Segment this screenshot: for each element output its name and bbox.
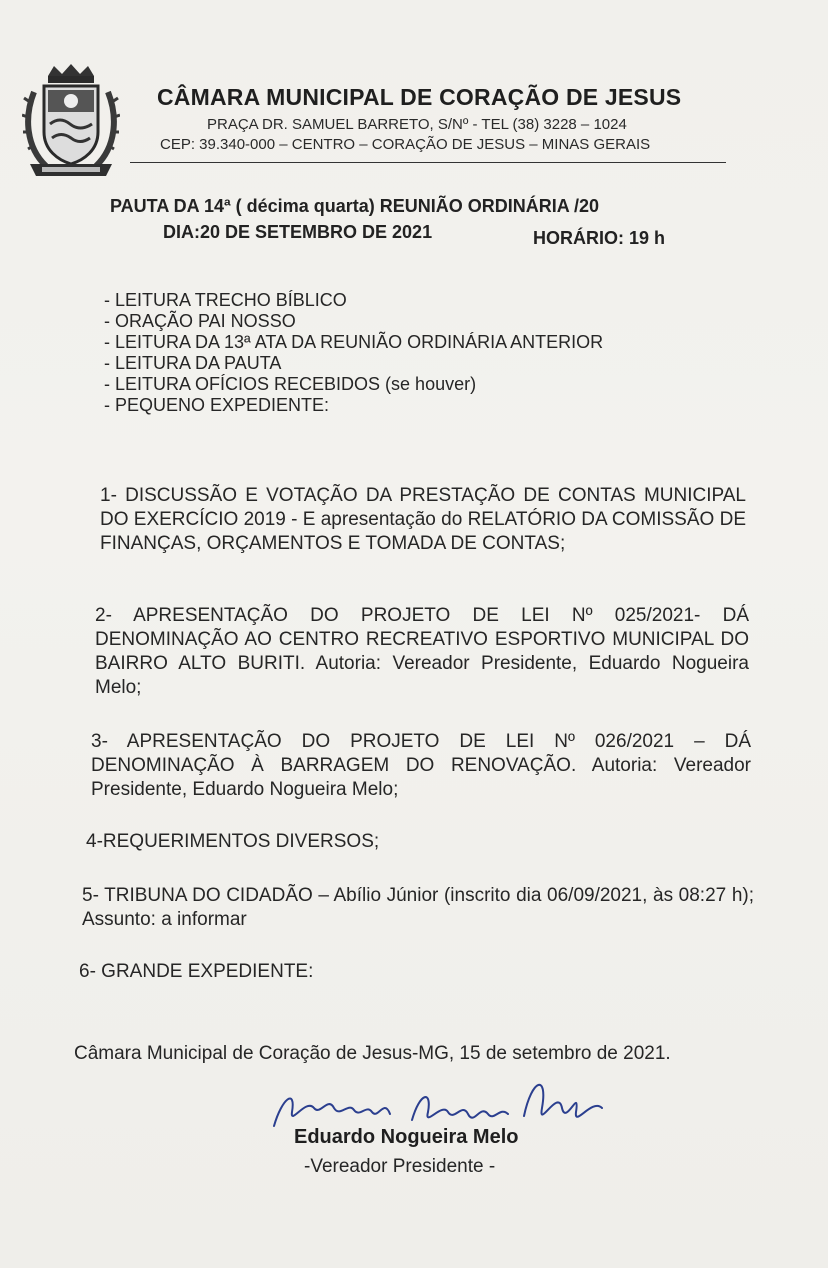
institution-address: PRAÇA DR. SAMUEL BARRETO, S/Nº - TEL (38) 3228 – 1024 xyxy=(207,116,627,133)
agenda-item-2: 2- APRESENTAÇÃO DO PROJETO DE LEI Nº 025/2021- DÁ DENOMINAÇÃO AO CENTRO RECREATIVO ESPORTIVO MUNICIPAL DO BAIRRO ALTO BURITI. Autoria: Vereador Presidente, Eduardo Nogueira Melo; xyxy=(95,605,749,698)
agenda-item-5: 5- TRIBUNA DO CIDADÃO – Abílio Júnior (inscrito dia 06/09/2021, às 08:27 h); Assunto: a informar xyxy=(82,885,754,930)
agenda-item-4: 4-REQUERIMENTOS DIVERSOS; xyxy=(86,831,380,852)
agenda-item-6: 6- GRANDE EXPEDIENTE: xyxy=(79,961,314,982)
agenda-title: PAUTA DA 14ª ( décima quarta) REUNIÃO ORDINÁRIA /20 xyxy=(110,196,600,216)
list-item: - ORAÇÃO PAI NOSSO xyxy=(104,311,296,331)
preliminary-items-list xyxy=(104,290,603,416)
list-item: - PEQUENO EXPEDIENTE: xyxy=(104,395,330,415)
meeting-time: HORÁRIO: 19 h xyxy=(533,228,666,248)
list-item: - LEITURA OFÍCIOS RECEBIDOS (se houver) xyxy=(104,374,477,394)
signer-name: Eduardo Nogueira Melo xyxy=(294,1126,519,1148)
list-item: - LEITURA DA PAUTA xyxy=(104,353,282,373)
signer-role: -Vereador Presidente - xyxy=(304,1156,496,1177)
list-item: - LEITURA TRECHO BÍBLICO xyxy=(104,290,347,310)
meeting-date: DIA:20 DE SETEMBRO DE 2021 xyxy=(163,222,433,242)
institution-name: CÂMARA MUNICIPAL DE CORAÇÃO DE JESUS xyxy=(157,84,682,110)
list-item: - LEITURA DA 13ª ATA DA REUNIÃO ORDINÁRIA ANTERIOR xyxy=(104,332,604,352)
closing-place-date: Câmara Municipal de Coração de Jesus-MG, 15 de setembro de 2021. xyxy=(74,1043,671,1064)
coat-of-arms-icon xyxy=(22,62,120,182)
agenda-item-1: 1- DISCUSSÃO E VOTAÇÃO DA PRESTAÇÃO DE CONTAS MUNICIPAL DO EXERCÍCIO 2019 - E apresentação do RELATÓRIO DA COMISSÃO DE FINANÇAS, ORÇAMENTOS E TOMADA DE CONTAS; xyxy=(100,485,746,554)
institution-cep: CEP: 39.340-000 – CENTRO – CORAÇÃO DE JESUS – MINAS GERAIS xyxy=(160,136,651,153)
agenda-item-3: 3- APRESENTAÇÃO DO PROJETO DE LEI Nº 026/2021 – DÁ DENOMINAÇÃO À BARRAGEM DO RENOVAÇÃO. Autoria: Vereador Presidente, Eduardo Nogueira Melo; xyxy=(91,731,751,800)
header-divider xyxy=(130,162,726,163)
